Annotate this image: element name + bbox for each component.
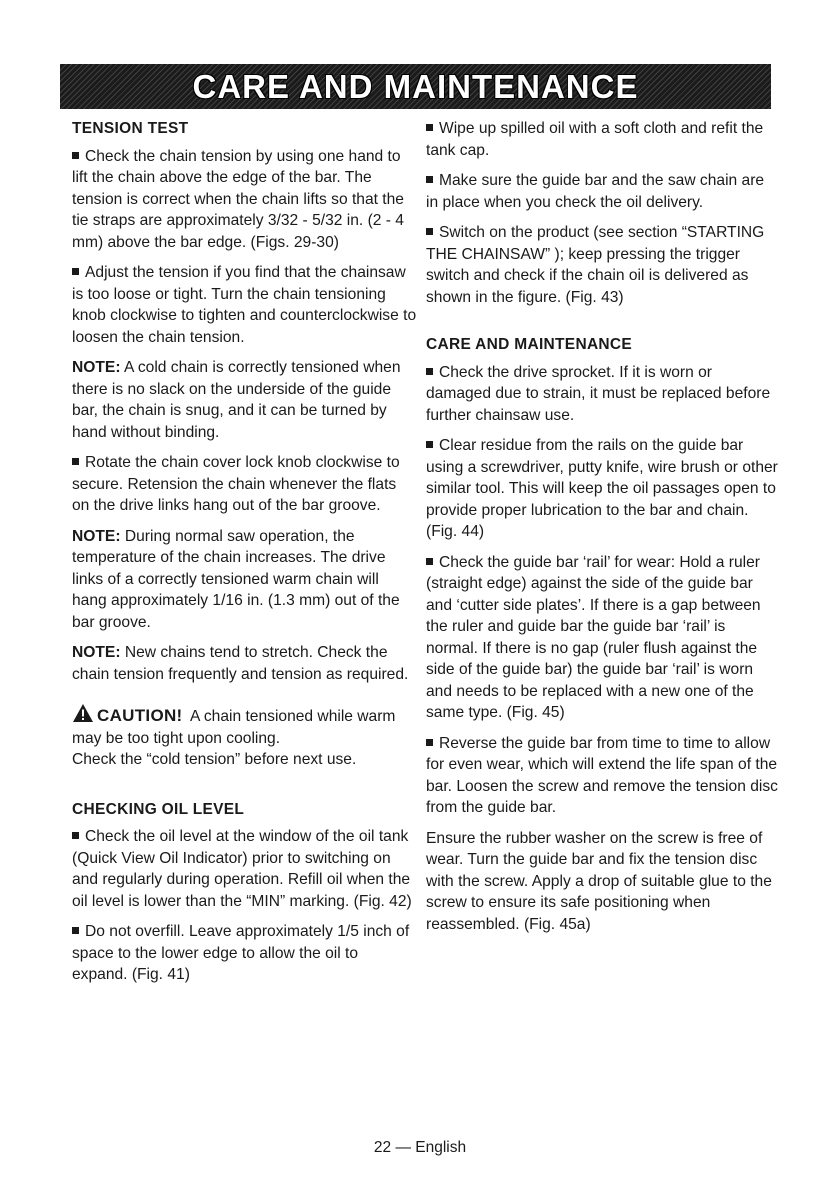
tension-note-2-text: During normal saw operation, the temperature of the chain increases. The drive links of a correctly tensioned warm chain will hang approximately 1/16 in. (1.3 mm) out of the bar groove. xyxy=(72,527,400,631)
tension-bullet-1-text: Check the chain tension by using one hand to lift the chain above the edge of the bar. The tension is correct when the chain lifts so that the tie straps are approximately 3/32 - 5/32 in. (2 - 4 mm) above the bar edge. (Figs. 29-30) xyxy=(72,147,404,251)
care-bullet-2 xyxy=(426,435,778,543)
square-bullet-icon xyxy=(426,558,433,565)
oil-bullet-1-text: Check the oil level at the window of the oil tank (Quick View Oil Indicator) prior to switching on and regularly during operation. Refill oil when the oil level is lower than the “MIN” marking. (Fig. 42) xyxy=(72,828,412,910)
note-label: NOTE: xyxy=(72,644,121,661)
care-bullet-4-text: Reverse the guide bar from time to time to allow for even wear, which will extend the life span of the bar. Loosen the screw and remove the tension disc from the guide bar. xyxy=(426,734,778,816)
square-bullet-icon xyxy=(426,441,433,448)
care-bullet-4 xyxy=(426,733,778,819)
oil-bullet-1 xyxy=(72,826,417,912)
square-bullet-icon xyxy=(72,832,79,839)
oil-bullet-5 xyxy=(426,222,778,308)
square-bullet-icon xyxy=(72,458,79,465)
square-bullet-icon xyxy=(72,268,79,275)
tension-bullet-2-text: Adjust the tension if you find that the chainsaw is too loose or tight. Turn the chain tensioning knob clockwise to tighten and counterclockwise to loosen the chain tension. xyxy=(72,264,417,346)
tension-test-heading: TENSION TEST xyxy=(72,120,189,137)
page-footer: 22 — English xyxy=(373,1139,467,1156)
square-bullet-icon xyxy=(426,739,433,746)
warning-triangle-icon xyxy=(72,703,94,723)
tension-note-3-text: New chains tend to stretch. Check the chain tension frequently and tension as required. xyxy=(72,644,409,683)
right-column xyxy=(426,118,778,944)
caution-label: CAUTION! xyxy=(97,706,183,725)
oil-bullet-5-text: Switch on the product (see section “STARTING THE CHAINSAW” ); keep pressing the trigger switch and check if the chain oil is delivered as shown in the figure. (Fig. 43) xyxy=(426,224,765,306)
square-bullet-icon xyxy=(426,368,433,375)
tension-bullet-2 xyxy=(72,262,417,348)
care-bullet-1-text: Check the drive sprocket. If it is worn or damaged due to strain, it must be replaced before further chainsaw use. xyxy=(426,363,771,424)
tension-bullet-1 xyxy=(72,146,417,254)
caution-text-2: Check the “cold tension” before next use. xyxy=(72,751,357,768)
note-label: NOTE: xyxy=(72,359,121,376)
oil-bullet-2 xyxy=(72,921,417,986)
tension-note-2 xyxy=(72,526,417,634)
square-bullet-icon xyxy=(72,152,79,159)
tension-note-1-text: A cold chain is correctly tensioned when there is no slack on the underside of the guide bar, the chain is snug, and it can be turned by hand without binding. xyxy=(72,359,401,441)
square-bullet-icon xyxy=(426,176,433,183)
care-paragraph-5: Ensure the rubber washer on the screw is free of wear. Turn the guide bar and fix the tension disc with the screw. Apply a drop of suitable glue to the screw to ensure its safe positioning when reassembled. (Fig. 45a) xyxy=(426,829,772,933)
care-bullet-2-text: Clear residue from the rails on the guide bar using a screwdriver, putty knife, wire brush or other similar tool. This will keep the oil passages open to provide proper lubrication to the bar and chain. (Fig. 44) xyxy=(426,437,778,540)
care-bullet-1 xyxy=(426,362,778,427)
tension-note-1 xyxy=(72,357,417,443)
oil-bullet-3-text: Wipe up spilled oil with a soft cloth and refit the tank cap. xyxy=(426,120,764,159)
left-column xyxy=(72,118,417,995)
tension-note-3 xyxy=(72,642,417,685)
page-title: CARE AND MAINTENANCE xyxy=(192,67,639,105)
note-label: NOTE: xyxy=(72,527,121,545)
tension-bullet-3-text: Rotate the chain cover lock knob clockwise to secure. Retension the chain whenever the flats on the drive links hang out of the bar groove. xyxy=(72,454,400,514)
checking-oil-heading: CHECKING OIL LEVEL xyxy=(72,800,245,818)
oil-bullet-3 xyxy=(426,118,778,161)
care-maintenance-heading: CARE AND MAINTENANCE xyxy=(426,336,633,353)
oil-bullet-4-text: Make sure the guide bar and the saw chain are in place when you check the oil delivery. xyxy=(426,172,765,211)
section-banner xyxy=(60,64,771,109)
caution-block xyxy=(72,703,417,771)
care-bullet-3-text: Check the guide bar ‘rail’ for wear: Hold a ruler (straight edge) against the side of the guide bar and ‘cutter side plates’. If there is a gap between the ruler and guide bar the guide bar ‘rail’ is normal. If there is no gap (ruler flush against the side of the guide bar) the guide bar ‘rail’ is worn and needs to be replaced with a new one of the same type. (Fig. 45) xyxy=(426,553,761,721)
caution-text: A chain tensioned while warm may be too tight upon cooling. xyxy=(72,708,396,747)
oil-bullet-4 xyxy=(426,170,778,213)
care-bullet-3 xyxy=(426,552,778,724)
oil-bullet-2-text: Do not overfill. Leave approximately 1/5 inch of space to the lower edge to allow the oil to expand. (Fig. 41) xyxy=(72,923,410,983)
square-bullet-icon xyxy=(426,124,433,131)
square-bullet-icon xyxy=(426,228,433,235)
tension-bullet-3 xyxy=(72,452,417,517)
square-bullet-icon xyxy=(72,927,79,934)
